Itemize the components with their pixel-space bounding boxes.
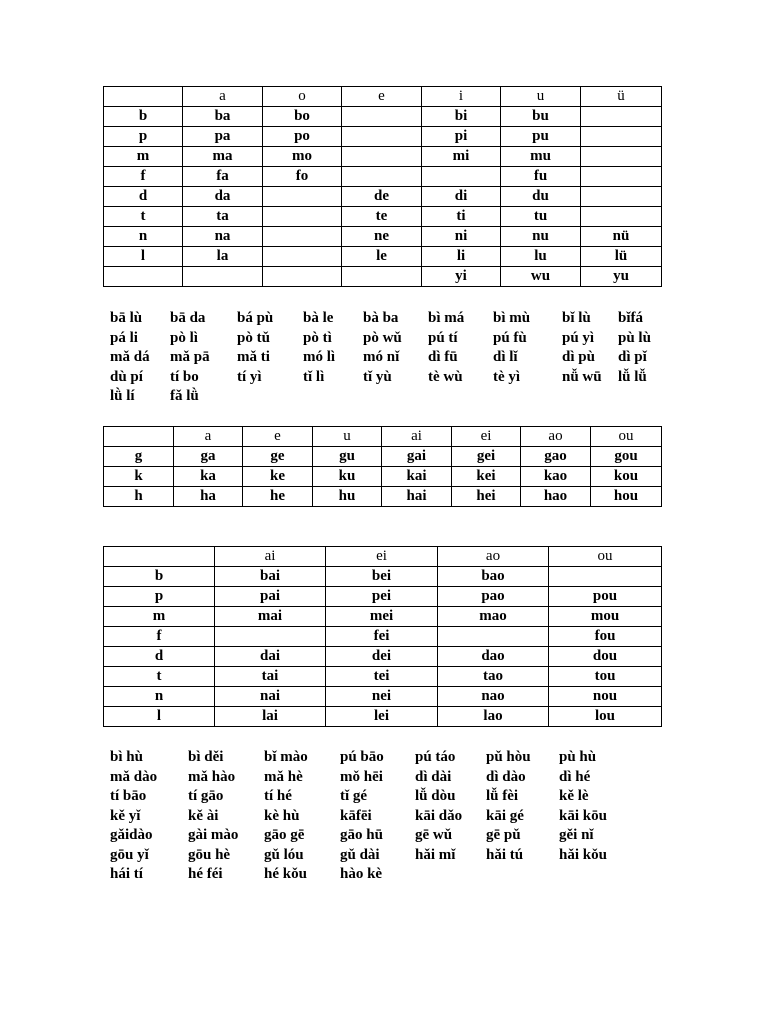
syllable-cell bbox=[581, 147, 662, 167]
practice-word: hái tí bbox=[110, 866, 143, 882]
syllable-cell bbox=[581, 207, 662, 227]
syllable-cell bbox=[438, 627, 549, 647]
practice-line bbox=[110, 846, 670, 866]
syllable-cell: pu bbox=[501, 127, 581, 147]
syllable-cell bbox=[263, 227, 342, 247]
practice-word: tǐ yù bbox=[363, 368, 392, 385]
syllable-cell: a bbox=[183, 87, 263, 107]
syllable-cell: u bbox=[313, 427, 382, 447]
row-initial-cell bbox=[104, 267, 183, 287]
table-row bbox=[104, 667, 662, 687]
syllable-cell: fo bbox=[263, 167, 342, 187]
syllable-cell: tei bbox=[326, 667, 438, 687]
syllable-cell: lu bbox=[501, 247, 581, 267]
practice-word: bá pù bbox=[237, 310, 274, 326]
syllable-table-3 bbox=[103, 546, 662, 727]
practice-line bbox=[110, 826, 670, 846]
syllable-cell: nu bbox=[501, 227, 581, 247]
syllable-cell: li bbox=[422, 247, 501, 267]
syllable-cell: nao bbox=[438, 687, 549, 707]
row-initial-cell: p bbox=[104, 587, 215, 607]
syllable-cell: mo bbox=[263, 147, 342, 167]
practice-word: bǐfá bbox=[618, 310, 644, 326]
practice-word: tè wù bbox=[428, 368, 463, 385]
row-initial-cell bbox=[104, 547, 215, 567]
table-row bbox=[104, 227, 662, 247]
practice-line bbox=[110, 865, 670, 885]
syllable-cell bbox=[342, 147, 422, 167]
table-row bbox=[104, 567, 662, 587]
syllable-cell bbox=[263, 267, 342, 287]
syllable-cell: ku bbox=[313, 467, 382, 487]
practice-word: pá li bbox=[110, 329, 138, 346]
syllable-cell bbox=[342, 167, 422, 187]
table-row bbox=[104, 267, 662, 287]
practice-word: pù hù bbox=[559, 749, 597, 765]
table-row bbox=[104, 187, 662, 207]
syllable-cell: e bbox=[342, 87, 422, 107]
practice-word: mǎ hè bbox=[264, 768, 303, 785]
table-row bbox=[104, 147, 662, 167]
practice-word: tí hé bbox=[264, 788, 292, 804]
syllable-cell: ei bbox=[452, 427, 521, 447]
practice-word: mǎ hào bbox=[188, 768, 236, 785]
practice-word: pú fù bbox=[493, 329, 527, 346]
syllable-cell: nou bbox=[549, 687, 662, 707]
practice-word: hǎi mǐ bbox=[415, 846, 456, 863]
practice-word: hé féi bbox=[188, 866, 223, 882]
table-row bbox=[104, 627, 662, 647]
practice-word: dì pù bbox=[562, 349, 595, 365]
syllable-cell: pi bbox=[422, 127, 501, 147]
table-row bbox=[104, 587, 662, 607]
syllable-cell: fa bbox=[183, 167, 263, 187]
syllable-cell: le bbox=[342, 247, 422, 267]
table-row bbox=[104, 487, 662, 507]
practice-word: tí bo bbox=[170, 368, 199, 385]
practice-word: tí yì bbox=[237, 368, 262, 385]
syllable-cell: bai bbox=[215, 567, 326, 587]
syllable-cell: du bbox=[501, 187, 581, 207]
practice-word: pò wǔ bbox=[363, 329, 402, 346]
syllable-cell: o bbox=[263, 87, 342, 107]
row-initial-cell: b bbox=[104, 567, 215, 587]
syllable-cell bbox=[342, 267, 422, 287]
syllable-cell: bao bbox=[438, 567, 549, 587]
practice-word: tí gāo bbox=[188, 788, 224, 804]
syllable-cell bbox=[581, 127, 662, 147]
practice-words-1 bbox=[110, 309, 670, 407]
practice-line bbox=[110, 368, 670, 388]
syllable-cell: bi bbox=[422, 107, 501, 127]
syllable-cell bbox=[263, 187, 342, 207]
practice-word: dì pǐ bbox=[618, 349, 647, 365]
syllable-cell: la bbox=[183, 247, 263, 267]
table-row bbox=[104, 107, 662, 127]
practice-line bbox=[110, 807, 670, 827]
syllable-cell: tao bbox=[438, 667, 549, 687]
syllable-cell: mu bbox=[501, 147, 581, 167]
syllable-cell: hu bbox=[313, 487, 382, 507]
syllable-cell: kao bbox=[521, 467, 591, 487]
practice-word: pò tì bbox=[303, 329, 332, 346]
practice-word: pú táo bbox=[415, 749, 456, 765]
syllable-cell: ou bbox=[549, 547, 662, 567]
syllable-cell: pa bbox=[183, 127, 263, 147]
syllable-cell: ha bbox=[174, 487, 243, 507]
practice-word: bǐ mào bbox=[264, 749, 308, 765]
syllable-cell: po bbox=[263, 127, 342, 147]
practice-word: mǎ pā bbox=[170, 349, 210, 365]
syllable-cell bbox=[263, 207, 342, 227]
practice-word: dì fū bbox=[428, 349, 458, 365]
practice-words-2 bbox=[110, 748, 670, 885]
syllable-cell: lü bbox=[581, 247, 662, 267]
practice-word: fǎ lǜ bbox=[170, 388, 199, 404]
practice-word: pǔ hòu bbox=[486, 749, 531, 765]
syllable-cell: tou bbox=[549, 667, 662, 687]
practice-word: gǔ dài bbox=[340, 846, 380, 863]
syllable-cell: kou bbox=[591, 467, 662, 487]
row-initial-cell: d bbox=[104, 647, 215, 667]
practice-word: pú bāo bbox=[340, 749, 384, 765]
table-row bbox=[104, 647, 662, 667]
practice-word: lǚ dòu bbox=[415, 788, 456, 804]
syllable-cell: mei bbox=[326, 607, 438, 627]
syllable-cell: dou bbox=[549, 647, 662, 667]
syllable-cell: ne bbox=[342, 227, 422, 247]
row-initial-cell: m bbox=[104, 147, 183, 167]
practice-word: kè hù bbox=[264, 807, 300, 824]
syllable-cell: bei bbox=[326, 567, 438, 587]
practice-word: bì děi bbox=[188, 749, 224, 765]
syllable-cell: ü bbox=[581, 87, 662, 107]
syllable-cell: a bbox=[174, 427, 243, 447]
row-initial-cell: n bbox=[104, 687, 215, 707]
row-initial-cell: t bbox=[104, 207, 183, 227]
practice-word: gāo hū bbox=[340, 827, 383, 843]
row-initial-cell bbox=[104, 427, 174, 447]
row-initial-cell: p bbox=[104, 127, 183, 147]
practice-line bbox=[110, 787, 670, 807]
practice-word: dì dài bbox=[415, 768, 452, 785]
practice-word: gěi nǐ bbox=[559, 827, 594, 843]
syllable-cell: fou bbox=[549, 627, 662, 647]
table-row bbox=[104, 247, 662, 267]
table-row bbox=[104, 687, 662, 707]
practice-word: bā da bbox=[170, 310, 206, 326]
syllable-cell: tu bbox=[501, 207, 581, 227]
practice-word: hào kè bbox=[340, 866, 383, 882]
practice-word: pú yì bbox=[562, 329, 595, 346]
practice-word: mǎ dá bbox=[110, 349, 150, 365]
syllable-cell: bu bbox=[501, 107, 581, 127]
practice-word: kāi dǎo bbox=[415, 807, 463, 824]
practice-word: tǐ lì bbox=[303, 368, 325, 385]
row-initial-cell: f bbox=[104, 627, 215, 647]
practice-word: kě lè bbox=[559, 788, 589, 804]
syllable-cell: pou bbox=[549, 587, 662, 607]
syllable-cell: e bbox=[243, 427, 313, 447]
row-initial-cell: f bbox=[104, 167, 183, 187]
syllable-cell: ge bbox=[243, 447, 313, 467]
syllable-cell: ai bbox=[382, 427, 452, 447]
practice-word: dù pí bbox=[110, 368, 143, 385]
syllable-cell: na bbox=[183, 227, 263, 247]
table-row bbox=[104, 127, 662, 147]
syllable-cell: he bbox=[243, 487, 313, 507]
practice-word: dì hé bbox=[559, 768, 591, 785]
syllable-cell: nei bbox=[326, 687, 438, 707]
syllable-cell: gao bbox=[521, 447, 591, 467]
practice-word: bì mù bbox=[493, 310, 531, 326]
syllable-cell: hei bbox=[452, 487, 521, 507]
practice-word: gōu hè bbox=[188, 846, 231, 863]
practice-word: lǜ lí bbox=[110, 388, 135, 404]
syllable-cell: ai bbox=[215, 547, 326, 567]
practice-word: gē pǔ bbox=[486, 827, 521, 843]
practice-line bbox=[110, 348, 670, 368]
syllable-cell: te bbox=[342, 207, 422, 227]
practice-word: kě ài bbox=[188, 807, 219, 824]
row-initial-cell: l bbox=[104, 707, 215, 727]
row-initial-cell: k bbox=[104, 467, 174, 487]
row-initial-cell: t bbox=[104, 667, 215, 687]
table-header-row bbox=[104, 547, 662, 567]
syllable-cell: dai bbox=[215, 647, 326, 667]
syllable-cell bbox=[215, 627, 326, 647]
syllable-cell: nü bbox=[581, 227, 662, 247]
syllable-cell: lei bbox=[326, 707, 438, 727]
syllable-cell: pei bbox=[326, 587, 438, 607]
practice-word: dì lǐ bbox=[493, 349, 518, 365]
syllable-cell: gu bbox=[313, 447, 382, 467]
table-row bbox=[104, 607, 662, 627]
practice-word: bǐ lù bbox=[562, 310, 591, 326]
syllable-cell: bo bbox=[263, 107, 342, 127]
practice-word: mǎ dào bbox=[110, 768, 158, 785]
practice-word: hé kǒu bbox=[264, 866, 307, 882]
syllable-cell: ti bbox=[422, 207, 501, 227]
syllable-cell: hai bbox=[382, 487, 452, 507]
syllable-cell: ke bbox=[243, 467, 313, 487]
practice-word: bì má bbox=[428, 310, 465, 326]
syllable-cell bbox=[263, 247, 342, 267]
syllable-cell: mao bbox=[438, 607, 549, 627]
syllable-cell bbox=[549, 567, 662, 587]
syllable-cell: kei bbox=[452, 467, 521, 487]
practice-word: kě yǐ bbox=[110, 807, 141, 824]
practice-word: mǎ ti bbox=[237, 349, 270, 365]
syllable-cell: kai bbox=[382, 467, 452, 487]
syllable-cell bbox=[422, 167, 501, 187]
syllable-cell: pao bbox=[438, 587, 549, 607]
practice-word: kāfēi bbox=[340, 807, 372, 824]
row-initial-cell: b bbox=[104, 107, 183, 127]
practice-word: mǒ hēi bbox=[340, 768, 383, 785]
syllable-cell: da bbox=[183, 187, 263, 207]
practice-word: hǎi tú bbox=[486, 846, 524, 863]
syllable-table-1 bbox=[103, 86, 662, 287]
table-row bbox=[104, 467, 662, 487]
syllable-cell: dao bbox=[438, 647, 549, 667]
syllable-cell: dei bbox=[326, 647, 438, 667]
syllable-cell: fu bbox=[501, 167, 581, 187]
syllable-cell: ba bbox=[183, 107, 263, 127]
syllable-cell: ou bbox=[591, 427, 662, 447]
syllable-cell: ka bbox=[174, 467, 243, 487]
practice-word: tè yì bbox=[493, 368, 521, 385]
practice-word: gài mào bbox=[188, 827, 239, 843]
syllable-cell: pai bbox=[215, 587, 326, 607]
practice-line bbox=[110, 748, 670, 768]
table-header-row bbox=[104, 427, 662, 447]
syllable-cell bbox=[581, 167, 662, 187]
practice-word: nǚ wū bbox=[562, 368, 602, 385]
practice-word: mó nǐ bbox=[363, 349, 400, 365]
syllable-cell: yi bbox=[422, 267, 501, 287]
practice-line bbox=[110, 387, 670, 407]
practice-word: lǚ lǚ bbox=[618, 368, 647, 385]
syllable-cell: gei bbox=[452, 447, 521, 467]
practice-word: tí bāo bbox=[110, 788, 147, 804]
syllable-cell: ma bbox=[183, 147, 263, 167]
syllable-cell: ao bbox=[438, 547, 549, 567]
row-initial-cell: g bbox=[104, 447, 174, 467]
syllable-cell: lou bbox=[549, 707, 662, 727]
practice-word: bì hù bbox=[110, 749, 143, 765]
syllable-cell: lai bbox=[215, 707, 326, 727]
row-initial-cell: h bbox=[104, 487, 174, 507]
row-initial-cell: m bbox=[104, 607, 215, 627]
syllable-cell: de bbox=[342, 187, 422, 207]
syllable-cell: ei bbox=[326, 547, 438, 567]
syllable-cell: gai bbox=[382, 447, 452, 467]
practice-word: bà ba bbox=[363, 310, 399, 326]
syllable-cell bbox=[581, 187, 662, 207]
practice-word: gǎidào bbox=[110, 827, 153, 843]
syllable-cell: di bbox=[422, 187, 501, 207]
table-header-row bbox=[104, 87, 662, 107]
practice-word: dì dào bbox=[486, 768, 526, 785]
syllable-cell: gou bbox=[591, 447, 662, 467]
practice-word: kāi gé bbox=[486, 807, 524, 824]
practice-line bbox=[110, 309, 670, 329]
syllable-cell: yu bbox=[581, 267, 662, 287]
practice-line bbox=[110, 329, 670, 349]
practice-line bbox=[110, 768, 670, 788]
practice-word: gāo gē bbox=[264, 827, 305, 843]
row-initial-cell: l bbox=[104, 247, 183, 267]
row-initial-cell: d bbox=[104, 187, 183, 207]
practice-word: hǎi kǒu bbox=[559, 846, 607, 863]
practice-word: kāi kōu bbox=[559, 807, 607, 824]
practice-word: pò lì bbox=[170, 329, 198, 346]
practice-word: bā lù bbox=[110, 310, 143, 326]
syllable-cell: ta bbox=[183, 207, 263, 227]
table-row bbox=[104, 167, 662, 187]
syllable-cell: mou bbox=[549, 607, 662, 627]
syllable-cell bbox=[342, 127, 422, 147]
syllable-cell bbox=[342, 107, 422, 127]
syllable-cell: nai bbox=[215, 687, 326, 707]
syllable-cell: lao bbox=[438, 707, 549, 727]
practice-word: gōu yǐ bbox=[110, 846, 149, 863]
syllable-cell: tai bbox=[215, 667, 326, 687]
syllable-cell: i bbox=[422, 87, 501, 107]
practice-word: mó lì bbox=[303, 349, 336, 365]
syllable-cell: fei bbox=[326, 627, 438, 647]
syllable-cell: u bbox=[501, 87, 581, 107]
row-initial-cell: n bbox=[104, 227, 183, 247]
syllable-cell: ga bbox=[174, 447, 243, 467]
syllable-cell: hao bbox=[521, 487, 591, 507]
practice-word: gǔ lóu bbox=[264, 846, 304, 863]
table-row bbox=[104, 447, 662, 467]
syllable-cell: mi bbox=[422, 147, 501, 167]
syllable-cell bbox=[183, 267, 263, 287]
syllable-cell: mai bbox=[215, 607, 326, 627]
practice-word: pù lù bbox=[618, 329, 651, 346]
syllable-cell: wu bbox=[501, 267, 581, 287]
practice-word: bà le bbox=[303, 310, 334, 326]
practice-word: pú tí bbox=[428, 329, 458, 346]
table-row bbox=[104, 707, 662, 727]
syllable-cell: ao bbox=[521, 427, 591, 447]
syllable-cell: ni bbox=[422, 227, 501, 247]
practice-word: pò tǔ bbox=[237, 329, 270, 346]
syllable-cell bbox=[581, 107, 662, 127]
practice-word: gē wǔ bbox=[415, 827, 453, 843]
syllable-table-2 bbox=[103, 426, 662, 507]
practice-word: tǐ gé bbox=[340, 788, 368, 804]
table-row bbox=[104, 207, 662, 227]
syllable-cell: hou bbox=[591, 487, 662, 507]
practice-word: lǚ fèi bbox=[486, 788, 519, 804]
row-initial-cell bbox=[104, 87, 183, 107]
